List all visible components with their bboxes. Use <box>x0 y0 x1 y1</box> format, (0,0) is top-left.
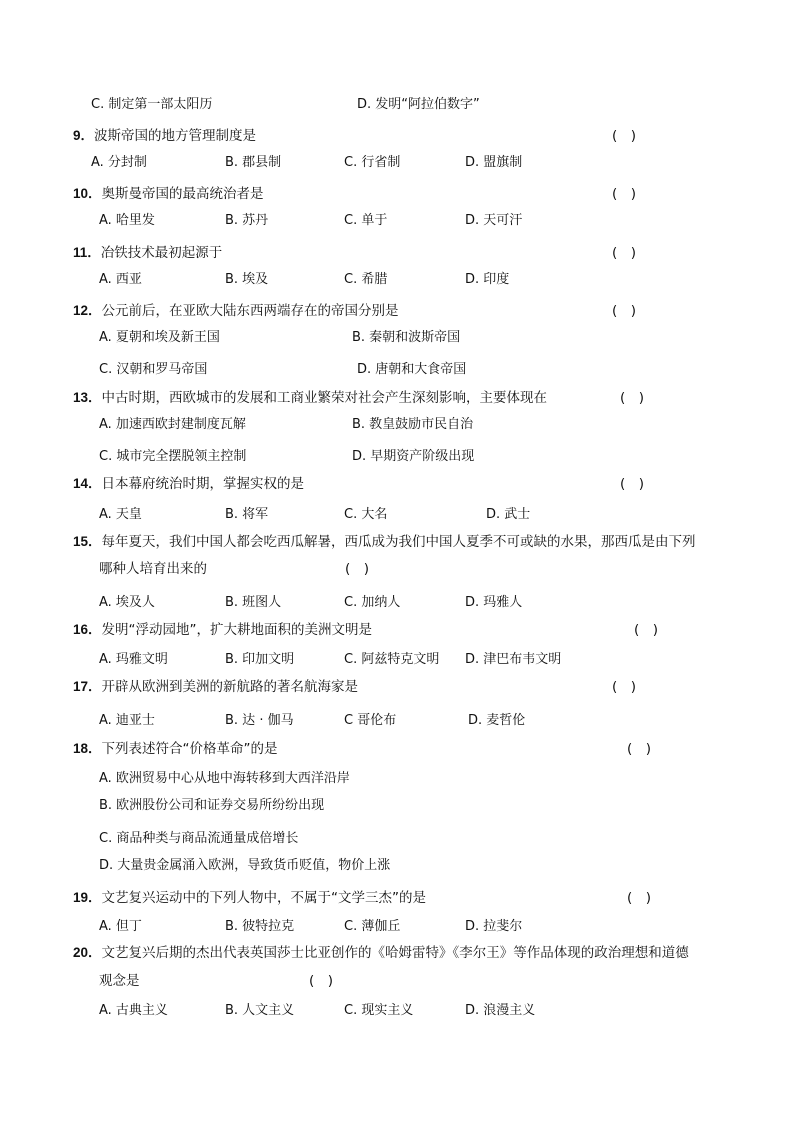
option-b: B. 欧洲股份公司和证券交易所纷纷出现 <box>99 798 325 813</box>
question-number: 10． <box>73 186 102 201</box>
question-number: 14． <box>73 476 102 491</box>
question-text: 中古时期，西欧城市的发展和工商业繁荣对社会产生深刻影响，主要体现在 <box>101 390 548 406</box>
option-b: B. 班图人 <box>225 595 282 610</box>
option-d: D. 发明“阿拉伯数字” <box>357 97 480 112</box>
option-d: D. 盟旗制 <box>465 155 523 170</box>
question-15 <box>73 533 696 551</box>
question-number: 19． <box>73 890 102 905</box>
option-c: C. 加纳人 <box>344 595 401 610</box>
option-c: C. 希腊 <box>344 272 388 287</box>
option-d: D. 唐朝和大食帝国 <box>357 362 467 377</box>
question-text: 文艺复兴后期的杰出代表英国莎士比亚创作的《哈姆雷特》《李尔王》等作品体现的政治理想和道德 <box>101 945 689 961</box>
option-d: D. 麦哲伦 <box>468 713 526 728</box>
question-9 <box>73 127 256 145</box>
question-text: 冶铁技术最初起源于 <box>100 245 223 261</box>
question-number: 15． <box>73 534 102 549</box>
option-c: C. 城市完全摆脱领主控制 <box>99 449 247 464</box>
question-18 <box>73 740 278 758</box>
answer-paren: ( ) <box>612 303 637 319</box>
option-d: D. 拉斐尔 <box>465 919 523 934</box>
option-c: C. 阿兹特克文明 <box>344 652 440 667</box>
answer-paren: ( ) <box>620 476 645 492</box>
option-b: B. 将军 <box>225 507 269 522</box>
question-11 <box>73 244 222 262</box>
question-text-cont: 哪种人培育出来的 <box>99 561 207 577</box>
option-a: A. 迪亚士 <box>99 713 155 728</box>
question-text: 开辟从欧洲到美洲的新航路的著名航海家是 <box>101 679 359 695</box>
option-c: C 哥伦布 <box>344 713 397 728</box>
option-a: A. 古典主义 <box>99 1003 168 1018</box>
option-c: C. 制定第一部太阳历 <box>91 97 213 112</box>
option-a: A. 西亚 <box>99 272 142 287</box>
answer-paren: ( ) <box>345 561 370 577</box>
option-c: C. 汉朝和罗马帝国 <box>99 362 208 377</box>
option-c: C. 现实主义 <box>344 1003 414 1018</box>
question-number: 12． <box>73 303 102 318</box>
question-number: 11． <box>73 245 101 260</box>
option-b: B. 郡县制 <box>225 155 282 170</box>
option-d: D. 天可汗 <box>465 213 523 228</box>
option-b: B. 秦朝和波斯帝国 <box>352 330 461 345</box>
option-c: C. 薄伽丘 <box>344 919 401 934</box>
option-c: C. 单于 <box>344 213 388 228</box>
answer-paren: ( ) <box>612 245 637 261</box>
option-d: D. 玛雅人 <box>465 595 523 610</box>
question-13 <box>73 389 547 407</box>
answer-paren: ( ) <box>612 128 637 144</box>
question-text-cont: 观念是 <box>99 973 140 989</box>
option-d: D. 武士 <box>486 507 531 522</box>
option-b: B. 苏丹 <box>225 213 269 228</box>
question-number: 17． <box>73 679 102 694</box>
option-b: B. 教皇鼓励市民自治 <box>352 417 474 432</box>
option-c: C. 行省制 <box>344 155 401 170</box>
question-text: 日本幕府统治时期，掌握实权的是 <box>101 476 305 492</box>
answer-paren: ( ) <box>634 622 659 638</box>
answer-paren: ( ) <box>309 973 334 989</box>
question-number: 18． <box>73 741 102 756</box>
question-text: 发明“浮动园地”，扩大耕地面积的美洲文明是 <box>101 622 373 638</box>
option-a: A. 夏朝和埃及新王国 <box>99 330 220 345</box>
option-c: C. 商品种类与商品流通量成倍增长 <box>99 831 299 846</box>
option-a: A. 分封制 <box>91 155 147 170</box>
question-16 <box>73 621 372 639</box>
option-a: A. 哈里发 <box>99 213 155 228</box>
question-text: 奥斯曼帝国的最高统治者是 <box>101 186 264 202</box>
option-a: A. 埃及人 <box>99 595 155 610</box>
option-b: B. 印加文明 <box>225 652 295 667</box>
question-10 <box>73 185 264 203</box>
question-text: 文艺复兴运动中的下列人物中，不属于“文学三杰”的是 <box>101 890 427 906</box>
question-14 <box>73 475 304 493</box>
question-20 <box>73 944 689 962</box>
option-a: A. 天皇 <box>99 507 142 522</box>
option-d: D. 津巴布韦文明 <box>465 652 562 667</box>
question-text: 波斯帝国的地方管理制度是 <box>94 128 257 144</box>
question-17 <box>73 678 358 696</box>
option-a: A. 欧洲贸易中心从地中海转移到大西洋沿岸 <box>99 771 350 786</box>
question-number: 20． <box>73 945 102 960</box>
option-a: A. 玛雅文明 <box>99 652 168 667</box>
answer-paren: ( ) <box>620 390 645 406</box>
question-12 <box>73 302 399 320</box>
option-d: D. 浪漫主义 <box>465 1003 536 1018</box>
option-a: A. 但丁 <box>99 919 142 934</box>
question-text: 每年夏天，我们中国人都会吃西瓜解暑，西瓜成为我们中国人夏季不可或缺的水果，那西瓜是由下列 <box>101 534 696 550</box>
option-d: D. 大量贵金属涌入欧洲，导致货币贬值，物价上涨 <box>99 858 391 873</box>
question-number: 9． <box>73 128 95 143</box>
option-c: C. 大名 <box>344 507 388 522</box>
question-text: 公元前后，在亚欧大陆东西两端存在的帝国分别是 <box>101 303 399 319</box>
answer-paren: ( ) <box>627 890 652 906</box>
option-b: B. 彼特拉克 <box>225 919 295 934</box>
question-number: 16． <box>73 622 102 637</box>
option-b: B. 人文主义 <box>225 1003 295 1018</box>
option-b: B. 埃及 <box>225 272 269 287</box>
option-b: B. 达 · 伽马 <box>225 713 294 728</box>
option-d: D. 印度 <box>465 272 510 287</box>
option-a: A. 加速西欧封建制度瓦解 <box>99 417 246 432</box>
answer-paren: ( ) <box>612 679 637 695</box>
answer-paren: ( ) <box>612 186 637 202</box>
question-text: 下列表述符合“价格革命”的是 <box>101 741 278 757</box>
question-19 <box>73 889 426 907</box>
question-number: 13． <box>73 390 102 405</box>
option-d: D. 早期资产阶级出现 <box>352 449 475 464</box>
answer-paren: ( ) <box>627 741 652 757</box>
